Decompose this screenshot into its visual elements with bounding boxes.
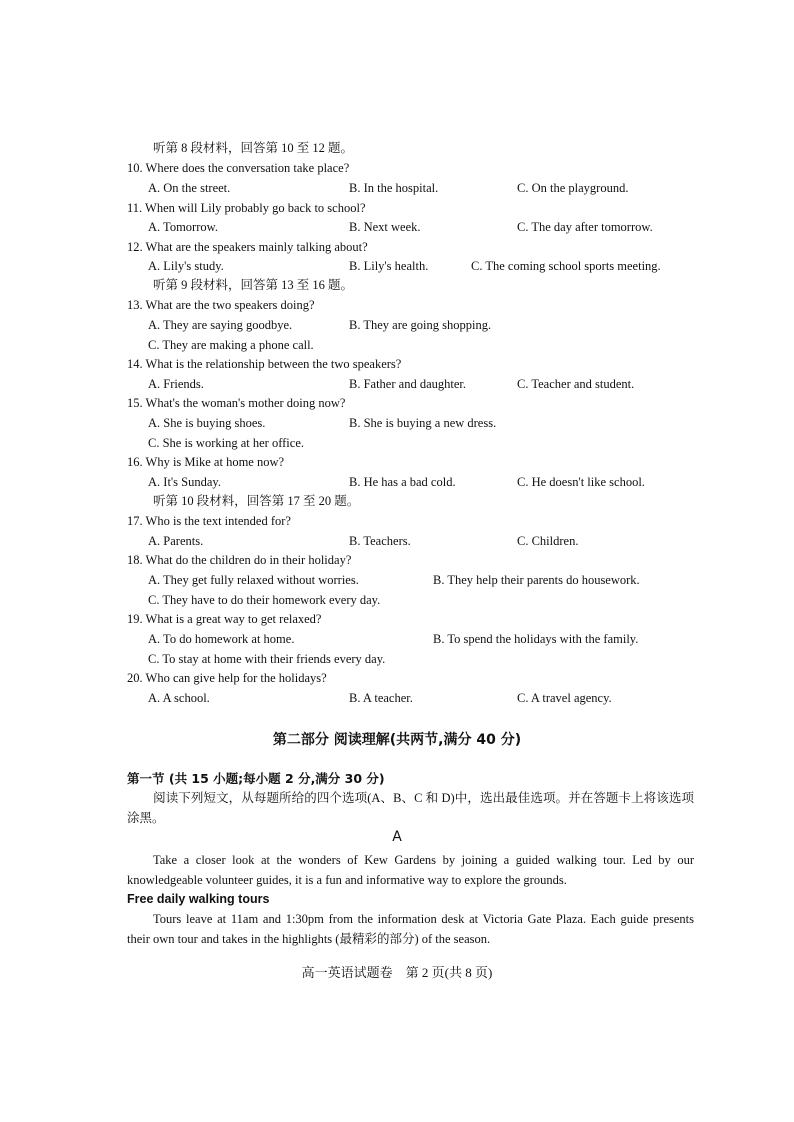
option-10c: C. On the playground.	[517, 181, 629, 195]
option-14c: C. Teacher and student.	[517, 377, 635, 391]
question-19: 19. What is a great way to get relaxed?	[127, 612, 322, 626]
reading-instructions-text: 阅读下列短文，从每题所给的四个选项(A、B、C 和 D)中，选出最佳选项。并在答题卡上将该选项涂黑。	[127, 791, 694, 825]
option-16b: B. He has a bad cold.	[349, 475, 456, 489]
option-20c: C. A travel agency.	[517, 691, 612, 705]
page-footer: 高一英语试题卷 第 2 页(共 8 页)	[301, 965, 493, 980]
option-20a: A. A school.	[148, 691, 210, 705]
option-15a: A. She is buying shoes.	[148, 416, 266, 430]
reading-instructions	[127, 788, 694, 828]
option-11b: B. Next week.	[349, 220, 421, 234]
option-10b: B. In the hospital.	[349, 181, 439, 195]
option-13b: B. They are going shopping.	[349, 318, 492, 332]
passage-label: A	[392, 829, 402, 845]
option-17a: A. Parents.	[148, 534, 204, 548]
option-12a: A. Lily's study.	[148, 259, 224, 273]
part2-title: 第二部分 阅读理解(共两节,满分 40 分)	[272, 732, 522, 748]
question-14: 14. What is the relationship between the two speakers?	[127, 357, 402, 371]
question-20: 20. Who can give help for the holidays?	[127, 671, 327, 685]
option-15b: B. She is buying a new dress.	[349, 416, 497, 430]
option-18a: A. They get fully relaxed without worries.	[148, 573, 359, 587]
option-19a: A. To do homework at home.	[148, 632, 295, 646]
option-18c: C. They have to do their homework every day.	[148, 593, 381, 607]
option-13a: A. They are saying goodbye.	[148, 318, 293, 332]
option-14b: B. Father and daughter.	[349, 377, 466, 391]
question-11: 11. When will Lily probably go back to school?	[127, 201, 366, 215]
option-13c: C. They are making a phone call.	[148, 338, 314, 352]
question-12: 12. What are the speakers mainly talking about?	[127, 240, 368, 254]
option-11a: A. Tomorrow.	[148, 220, 218, 234]
option-16a: A. It's Sunday.	[148, 475, 221, 489]
option-20b: B. A teacher.	[349, 691, 413, 705]
option-11c: C. The day after tomorrow.	[517, 220, 653, 234]
passage-paragraph-1	[127, 850, 694, 890]
question-16: 16. Why is Mike at home now?	[127, 455, 285, 469]
section1-heading: 第一节 (共 15 小题;每小题 2 分,满分 30 分)	[127, 771, 385, 786]
question-18: 18. What do the children do in their holiday?	[127, 553, 352, 567]
question-15: 15. What's the woman's mother doing now?	[127, 396, 346, 410]
question-13: 13. What are the two speakers doing?	[127, 298, 315, 312]
option-12c: C. The coming school sports meeting.	[471, 259, 661, 273]
passage-paragraph-1-text: Take a closer look at the wonders of Kew Gardens by joining a guided walking tour. Led by our knowledgeable volunteer guides, it is a fun and informative way to explore the grounds.	[127, 853, 694, 887]
question-17: 17. Who is the text intended for?	[127, 514, 291, 528]
question-10: 10. Where does the conversation take place?	[127, 161, 350, 175]
option-15c: C. She is working at her office.	[148, 436, 304, 450]
option-18b: B. They help their parents do housework.	[433, 573, 640, 587]
option-17b: B. Teachers.	[349, 534, 411, 548]
option-19b: B. To spend the holidays with the family.	[433, 632, 639, 646]
subheading-walking-tours: Free daily walking tours	[127, 892, 270, 906]
option-19c: C. To stay at home with their friends every day.	[148, 652, 386, 666]
section-instruction-8: 听第 8 段材料，回答第 10 至 12 题。	[153, 141, 354, 155]
option-10a: A. On the street.	[148, 181, 231, 195]
option-17c: C. Children.	[517, 534, 579, 548]
passage-paragraph-2	[127, 909, 694, 949]
option-14a: A. Friends.	[148, 377, 204, 391]
option-16c: C. He doesn't like school.	[517, 475, 645, 489]
section-instruction-10: 听第 10 段材料，回答第 17 至 20 题。	[153, 494, 360, 508]
option-12b: B. Lily's health.	[349, 259, 429, 273]
passage-paragraph-2-text: Tours leave at 11am and 1:30pm from the information desk at Victoria Gate Plaza. Each guide presents their own tour and takes in the highlights (最精彩的部分) of the season.	[127, 912, 694, 946]
section-instruction-9: 听第 9 段材料，回答第 13 至 16 题。	[153, 278, 354, 292]
